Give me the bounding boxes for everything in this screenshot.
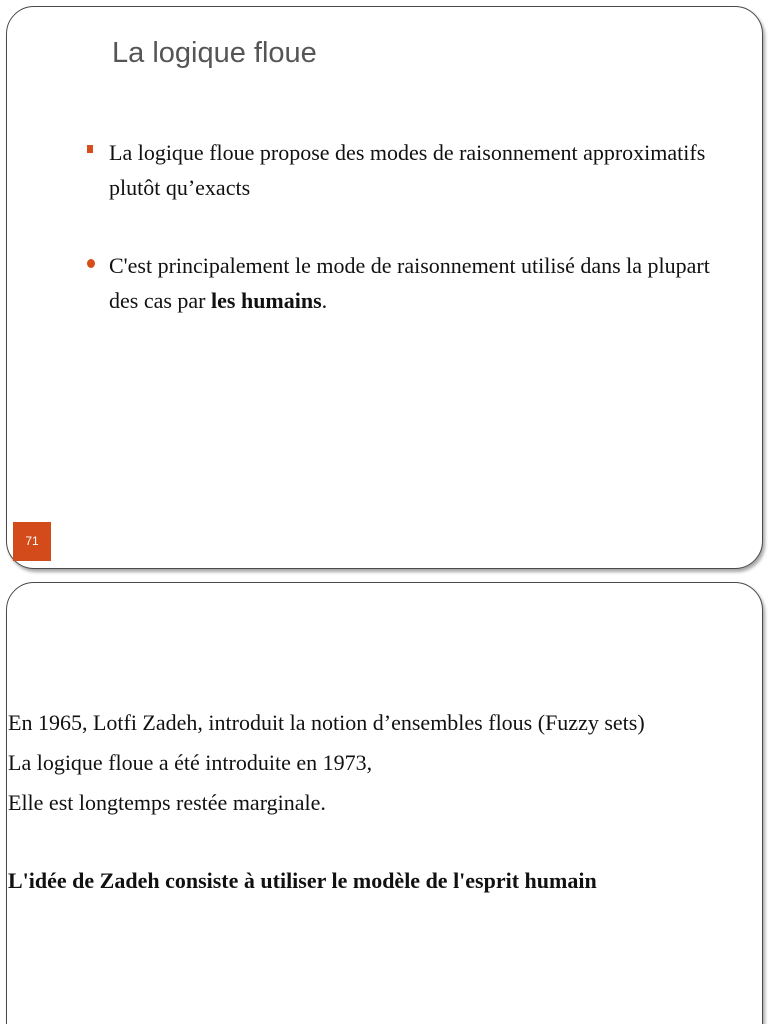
slide-title: La logique floue	[112, 37, 317, 69]
key-idea-line: L'idée de Zadeh consiste à utiliser le modèle de l'esprit humain	[8, 868, 597, 893]
slide-1	[6, 6, 763, 569]
bullet-item-2	[85, 248, 735, 318]
bullet-bold-text: les humains	[211, 288, 322, 313]
bullet-text-after: .	[321, 288, 328, 313]
text-line-2: La logique floue a été introduite en 1973,	[8, 750, 373, 775]
text-block	[8, 703, 760, 901]
text-line-1: En 1965, Lotfi Zadeh, introduit la notion d’ensembles flous (Fuzzy sets)	[8, 710, 645, 735]
round-bullet-icon	[87, 259, 95, 268]
bullet-text-before: C'est principalement le mode de raisonnement utilisé dans la plupart des cas par	[109, 253, 710, 313]
slide-2	[6, 582, 763, 1024]
text-line-3: Elle est longtemps restée marginale.	[8, 790, 326, 815]
square-bullet-icon	[87, 145, 93, 153]
bullet-text: La logique floue propose des modes de raisonnement approximatifs plutôt qu’exacts	[109, 140, 706, 200]
bullet-list	[85, 135, 735, 318]
slide-number-badge: 71	[13, 522, 51, 561]
bullet-item-1	[85, 135, 735, 205]
